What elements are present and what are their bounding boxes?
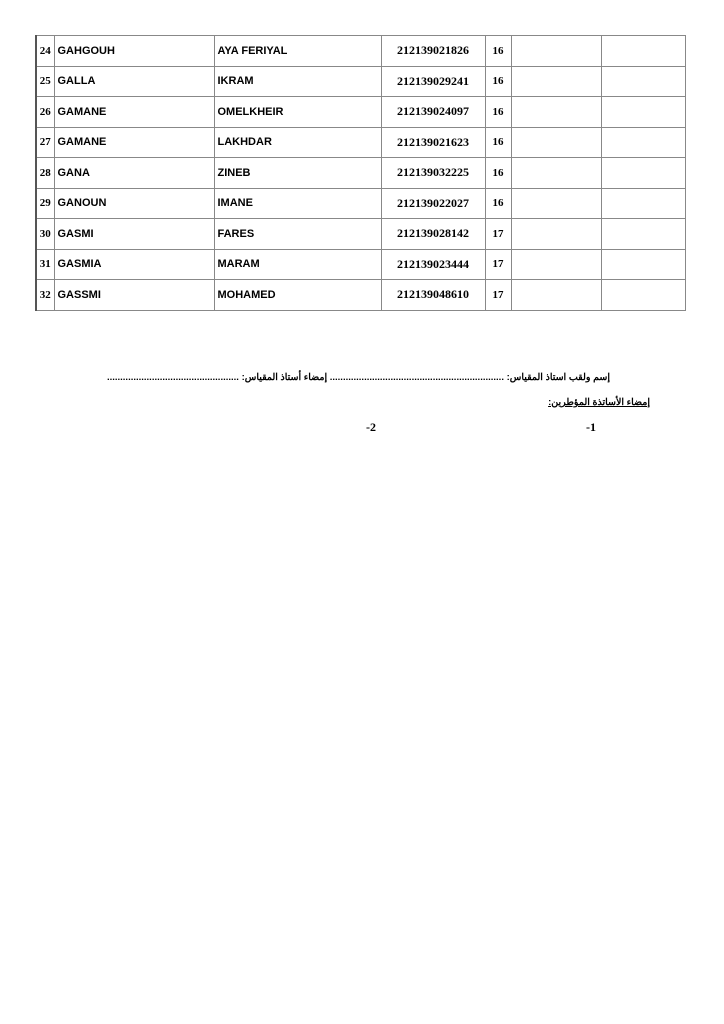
table-row [36, 158, 685, 189]
last-name: GANA [54, 158, 214, 189]
row-number: 29 [36, 188, 54, 219]
empty-cell [511, 219, 601, 250]
first-name: AYA FERIYAL [214, 36, 381, 67]
last-name: GASMIA [54, 249, 214, 280]
empty-cell [511, 36, 601, 67]
row-number: 26 [36, 97, 54, 128]
empty-cell [601, 127, 685, 158]
first-name: MOHAMED [214, 280, 381, 311]
last-name: GAMANE [54, 127, 214, 158]
table-row [36, 66, 685, 97]
last-name: GAHGOUH [54, 36, 214, 67]
first-name: FARES [214, 219, 381, 250]
first-name: IMANE [214, 188, 381, 219]
signature-1-marker: -1 [586, 420, 596, 434]
grade: 16 [485, 66, 511, 97]
student-id: 212139048610 [381, 280, 485, 311]
student-id: 212139028142 [381, 219, 485, 250]
empty-cell [511, 97, 601, 128]
table-row [36, 127, 685, 158]
student-id: 212139021826 [381, 36, 485, 67]
table-row [36, 36, 685, 67]
grade: 17 [485, 249, 511, 280]
empty-cell [601, 36, 685, 67]
empty-cell [511, 249, 601, 280]
empty-cell [601, 97, 685, 128]
grade: 16 [485, 188, 511, 219]
row-number: 24 [36, 36, 54, 67]
empty-cell [601, 158, 685, 189]
supervisors-signature-label: إمضاء الأساتذة المؤطرين: [548, 397, 650, 408]
student-id: 212139029241 [381, 66, 485, 97]
row-number: 25 [36, 66, 54, 97]
grade: 16 [485, 158, 511, 189]
row-number: 32 [36, 280, 54, 311]
last-name: GASSMI [54, 280, 214, 311]
last-name: GANOUN [54, 188, 214, 219]
last-name: GASMI [54, 219, 214, 250]
empty-cell [601, 66, 685, 97]
first-name: OMELKHEIR [214, 97, 381, 128]
empty-cell [511, 280, 601, 311]
grade: 17 [485, 280, 511, 311]
first-name: MARAM [214, 249, 381, 280]
last-name: GALLA [54, 66, 214, 97]
empty-cell [601, 188, 685, 219]
table-row [36, 249, 685, 280]
teacher-name-signature-line: إسم ولقب استاذ المقياس: .................................................................. إمضاء أستاذ المقياس: .................................................. [106, 372, 610, 383]
table-row [36, 188, 685, 219]
empty-cell [511, 66, 601, 97]
student-id: 212139023444 [381, 249, 485, 280]
row-number: 30 [36, 219, 54, 250]
row-number: 28 [36, 158, 54, 189]
empty-cell [511, 127, 601, 158]
grade: 17 [485, 219, 511, 250]
empty-cell [601, 280, 685, 311]
first-name: IKRAM [214, 66, 381, 97]
first-name: LAKHDAR [214, 127, 381, 158]
table-row [36, 219, 685, 250]
student-id: 212139021623 [381, 127, 485, 158]
student-id: 212139024097 [381, 97, 485, 128]
empty-cell [601, 249, 685, 280]
grade: 16 [485, 97, 511, 128]
table-row [36, 97, 685, 128]
last-name: GAMANE [54, 97, 214, 128]
row-number: 27 [36, 127, 54, 158]
student-id: 212139022027 [381, 188, 485, 219]
signature-2-marker: -2 [366, 420, 376, 434]
table-row [36, 280, 685, 311]
grade: 16 [485, 127, 511, 158]
grades-table [35, 35, 686, 311]
empty-cell [511, 188, 601, 219]
empty-cell [601, 219, 685, 250]
student-id: 212139032225 [381, 158, 485, 189]
grade: 16 [485, 36, 511, 67]
row-number: 31 [36, 249, 54, 280]
first-name: ZINEB [214, 158, 381, 189]
empty-cell [511, 158, 601, 189]
